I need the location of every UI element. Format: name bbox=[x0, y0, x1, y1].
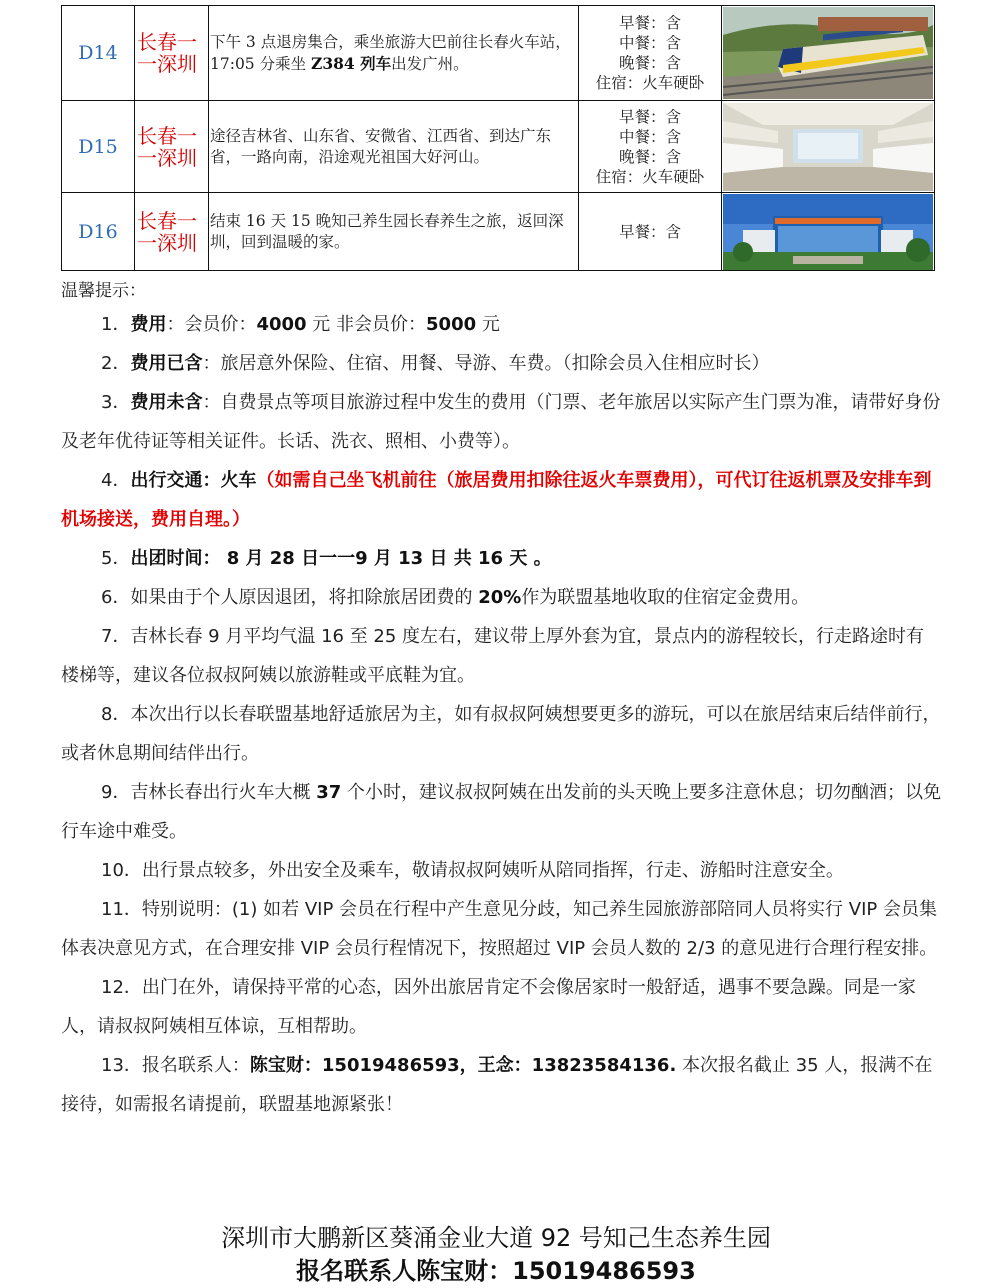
meal-item: 早餐：含 bbox=[618, 107, 681, 126]
photo-cell bbox=[722, 6, 935, 101]
note-11 bbox=[61, 890, 941, 968]
note-number: 12． bbox=[101, 977, 142, 998]
meal-item: 早餐：含 bbox=[618, 222, 681, 241]
note-text: 如果由于个人原因退团，将扣除旅居团费的 bbox=[130, 587, 479, 608]
note-number: 1． bbox=[101, 314, 131, 335]
note-10 bbox=[61, 851, 941, 890]
route-line: 一深圳 bbox=[137, 145, 197, 170]
route-line: 长春一 bbox=[137, 208, 197, 233]
note-number: 11． bbox=[101, 899, 142, 920]
description-cell: 结束 16 天 15 晚知己养生园长春养生之旅，返回深圳，回到温暖的家。 bbox=[209, 193, 579, 271]
day-cell: D15 bbox=[62, 101, 135, 193]
note-label: 费用已含 bbox=[130, 353, 203, 374]
note-text: 本次出行以长春联盟基地舒适旅居为主，如有叔叔阿姨想要更多的游玩，可以在旅居结束后结伴前行，或者休息期间结伴出行。 bbox=[61, 704, 941, 764]
note-6 bbox=[61, 578, 941, 617]
footer-address: 深圳市大鹏新区葵涌金业大道 92 号知己生态养生园 bbox=[221, 1224, 771, 1252]
photo-cell bbox=[722, 193, 935, 271]
note-number: 13． bbox=[101, 1055, 142, 1076]
meal-item: 住宿：火车硬卧 bbox=[595, 74, 705, 92]
meal-item: 早餐：含 bbox=[618, 14, 681, 32]
photo-cell bbox=[722, 101, 935, 193]
note-number: 9． bbox=[101, 782, 131, 803]
note-text: 出门在外，请保持平常的心态，因外出旅居肯定不会像居家时一般舒适，遇事不要急躁。同是一家人，请叔叔阿姨相互体谅，互相帮助。 bbox=[61, 977, 916, 1037]
note-3 bbox=[61, 383, 941, 461]
note-text: 元 bbox=[476, 314, 500, 335]
note-text: 作为联盟基地收取的住宿定金费用。 bbox=[521, 587, 810, 608]
note-text: 吉林长春 9 月平均气温 16 至 25 度左右，建议带上厚外套为宜，景点内的游程较长，行走路途时有楼梯等，建议各位叔叔阿姨以旅游鞋或平底鞋为宜。 bbox=[61, 626, 925, 686]
meal-item: 晚餐：含 bbox=[618, 147, 681, 166]
route-line: 一深圳 bbox=[137, 230, 197, 255]
note-label: 费用 bbox=[130, 314, 167, 335]
note-label: 出行交通：火车 bbox=[130, 470, 257, 491]
note-text: 报名联系人： bbox=[141, 1055, 250, 1076]
note-red-text: （如需自己坐飞机前往（旅居费用扣除往返火车票费用），可代订往返机票及安排车到机场接送，费用自理。） bbox=[61, 470, 932, 530]
route-cell bbox=[135, 193, 209, 271]
note-12 bbox=[61, 968, 941, 1046]
note-number: 10． bbox=[101, 860, 142, 881]
building-photo bbox=[723, 194, 933, 270]
note-13 bbox=[61, 1046, 941, 1124]
note-text: ：会员价： bbox=[166, 314, 257, 335]
note-bold: 20% bbox=[478, 587, 522, 608]
desc-text: 下午 3 点退房集合，乘坐旅游大巴前往长春火车站，17:05 分乘坐 bbox=[210, 32, 571, 73]
note-1 bbox=[61, 305, 941, 344]
route-line: 长春一 bbox=[137, 123, 197, 148]
note-label: 出团时间： 8 月 28 日一一9 月 13 日 共 16 天 。 bbox=[130, 548, 552, 569]
note-number: 8． bbox=[101, 704, 131, 725]
note-number: 6． bbox=[101, 587, 131, 608]
note-text: 元 非会员价： bbox=[306, 314, 427, 335]
footer-contact: 报名联系人陈宝财：15019486593 bbox=[296, 1257, 696, 1285]
train-number: Z384 列车 bbox=[311, 53, 392, 73]
description-cell bbox=[209, 6, 579, 101]
meal-item: 中餐：含 bbox=[618, 127, 681, 146]
itinerary-row-d15 bbox=[62, 101, 935, 193]
member-price: 4000 bbox=[256, 314, 307, 335]
itinerary-table bbox=[61, 5, 935, 271]
note-number: 7． bbox=[101, 626, 131, 647]
note-text: 吉林长春出行火车大概 bbox=[130, 782, 317, 803]
note-text: ：自费景点等项目旅游过程中发生的费用（门票、老年旅居以实际产生门票为准，请带好身份及老年优待证等相关证件。长话、洗衣、照相、小费等）。 bbox=[61, 392, 941, 452]
note-text: ：旅居意外保险、住宿、用餐、导游、车费。（扣除会员入住相应时长） bbox=[202, 353, 770, 374]
note-8 bbox=[61, 695, 941, 773]
train-photo bbox=[723, 7, 933, 99]
route-line: 一深圳 bbox=[137, 52, 197, 76]
route-line: 长春一 bbox=[137, 30, 197, 54]
note-2 bbox=[61, 344, 941, 383]
meal-item: 晚餐：含 bbox=[618, 54, 681, 72]
note-7 bbox=[61, 617, 941, 695]
note-text: 特别说明：(1) 如若 VIP 会员在行程中产生意见分歧，知己养生园旅游部陪同人员将实行 VIP 会员集体表决意见方式，在合理安排 VIP 会员行程情况下，按照超过 VIP 会员人数的 2/3 的意见进行合理行程安排。 bbox=[61, 899, 938, 959]
note-bold: 37 bbox=[316, 782, 342, 803]
note-9 bbox=[61, 773, 941, 851]
note-label: 费用未含 bbox=[130, 392, 203, 413]
note-5 bbox=[61, 539, 941, 578]
day-cell: D16 bbox=[62, 193, 135, 271]
meals-cell bbox=[579, 193, 722, 271]
note-number: 5． bbox=[101, 548, 131, 569]
non-member-price: 5000 bbox=[426, 314, 477, 335]
day-cell: D14 bbox=[62, 6, 135, 101]
note-number: 3． bbox=[101, 392, 131, 413]
sleeper-cabin-photo bbox=[723, 103, 933, 191]
itinerary-row-d14 bbox=[62, 6, 935, 101]
meal-item: 住宿：火车硬卧 bbox=[595, 167, 705, 186]
desc-text: 出发广州。 bbox=[391, 54, 469, 73]
itinerary-row-d16 bbox=[62, 193, 935, 271]
note-number: 4． bbox=[101, 470, 131, 491]
note-text: 本次报名截止 35 人，报满不在接待，如需报名请提前，联盟基地源紧张！ bbox=[61, 1055, 933, 1115]
note-text: 个小时，建议叔叔阿姨在出发前的头天晚上要多注意休息；切勿酗酒；以免行车途中难受。 bbox=[61, 782, 941, 842]
route-cell bbox=[135, 101, 209, 193]
description-cell: 途径吉林省、山东省、安微省、江西省、到达广东省，一路向南，沿途观光祖国大好河山。 bbox=[209, 101, 579, 193]
note-4 bbox=[61, 461, 941, 539]
note-number: 2． bbox=[101, 353, 131, 374]
meal-item: 中餐：含 bbox=[618, 34, 681, 52]
contact-names: 陈宝财：15019486593，王念：13823584136. bbox=[249, 1055, 677, 1076]
note-text: 出行景点较多，外出安全及乘车，敬请叔叔阿姨听从陪同指挥，行走、游船时注意安全。 bbox=[141, 860, 844, 881]
notes-list bbox=[61, 305, 941, 1124]
meals-cell bbox=[579, 6, 722, 101]
route-cell bbox=[135, 6, 209, 101]
notes-title: 温馨提示： bbox=[61, 281, 146, 301]
meals-cell bbox=[579, 101, 722, 193]
